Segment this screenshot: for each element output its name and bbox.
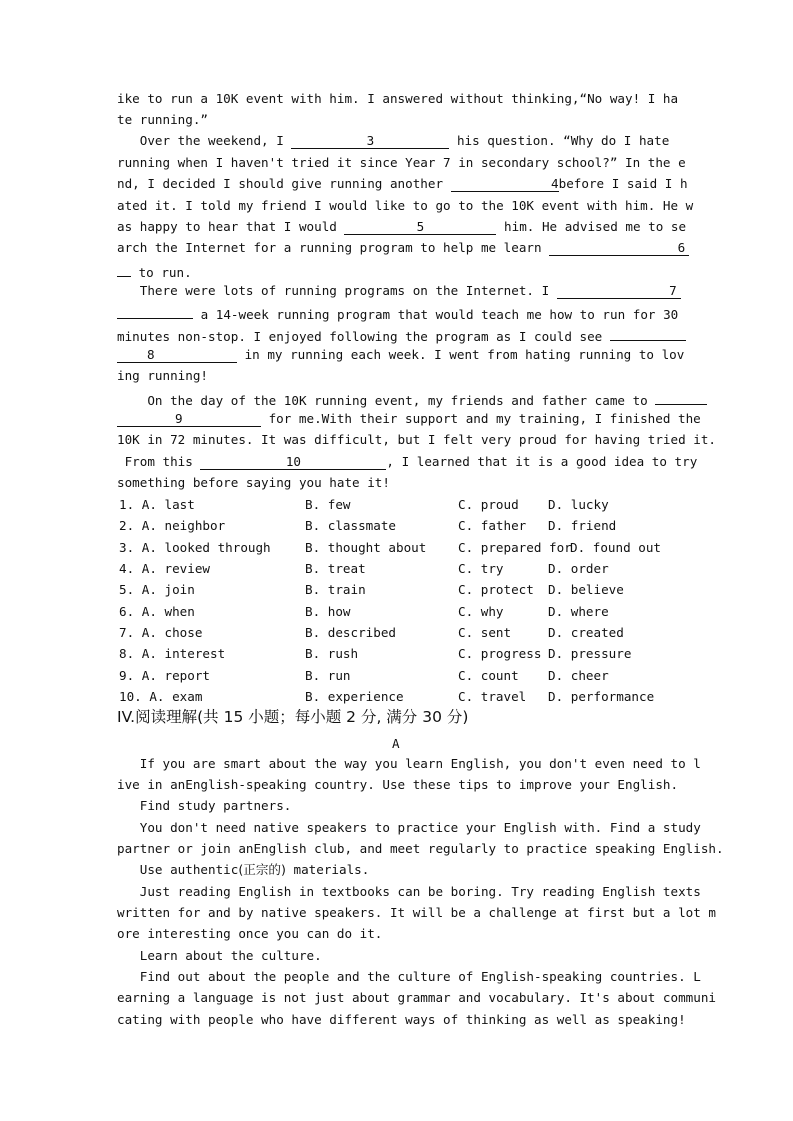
option-d[interactable]: D. believe — [548, 582, 624, 597]
passage-line — [117, 240, 686, 256]
text-run: in my running each week. I went from hating running to lov — [237, 347, 685, 362]
option-b[interactable]: B. experience — [305, 689, 404, 704]
reading-line: Just reading English in textbooks can be boring. Try reading English texts — [117, 884, 701, 899]
text-run: a 14-week running program that would teach me how to run for 30 — [193, 307, 679, 322]
blank-9-start — [655, 390, 707, 405]
option-c[interactable]: C. try — [458, 561, 504, 576]
option-c[interactable]: C. father — [458, 518, 527, 533]
option-b[interactable]: B. treat — [305, 561, 366, 576]
option-c[interactable]: C. prepared for — [458, 540, 572, 555]
option-a[interactable]: 4. A. review — [119, 561, 210, 576]
option-b[interactable]: B. classmate — [305, 518, 396, 533]
option-d[interactable]: D. friend — [548, 518, 617, 533]
blank-9[interactable] — [117, 412, 261, 427]
blank-6[interactable]: 6 — [549, 241, 689, 256]
reading-line: You don't need native speakers to practice your English with. Find a study — [117, 820, 701, 835]
text-run: him. He advised me to se — [496, 219, 687, 234]
option-b[interactable]: B. described — [305, 625, 396, 640]
passage-line: ing running! — [117, 368, 208, 383]
passage-line: 10K in 72 minutes. It was difficult, but I felt very proud for having tried it. — [117, 432, 716, 447]
text-run: On the day of the 10K running event, my friends and father came to — [117, 393, 656, 408]
option-c[interactable]: C. count — [458, 668, 519, 683]
text-run: From this — [117, 454, 201, 469]
option-b[interactable]: B. how — [305, 604, 351, 619]
text-run: nd, I decided I should give running another — [117, 176, 451, 191]
blank-number: 9 — [175, 411, 183, 426]
passage-line: running when I haven't tried it since Year 7 in secondary school?” In the e — [117, 155, 686, 170]
reading-line: written for and by native speakers. It will be a challenge at first but a lot m — [117, 905, 716, 920]
blank-8[interactable] — [117, 348, 237, 363]
text-run: Use authentic — [117, 862, 239, 877]
option-d[interactable]: D. created — [548, 625, 624, 640]
passage-line — [117, 262, 677, 281]
passage-line: something before saying you hate it! — [117, 475, 390, 490]
option-d[interactable]: D. lucky — [548, 497, 609, 512]
option-c[interactable]: C. why — [458, 604, 504, 619]
passage-line — [117, 304, 677, 323]
option-d[interactable]: D. where — [548, 604, 609, 619]
option-a[interactable]: 8. A. interest — [119, 646, 226, 661]
text-run: There were lots of running programs on the Internet. I — [117, 283, 557, 298]
passage-line — [117, 326, 677, 345]
option-b[interactable]: B. train — [305, 582, 366, 597]
blank-5[interactable]: 5 — [344, 220, 496, 235]
option-d[interactable]: D. cheer — [548, 668, 609, 683]
passage-line — [117, 390, 677, 409]
option-c[interactable]: C. sent — [458, 625, 512, 640]
option-b[interactable]: B. thought about — [305, 540, 427, 555]
part-label: A — [392, 736, 400, 751]
reading-line: partner or join anEnglish club, and meet regularly to practice speaking English. — [117, 841, 724, 856]
text-run: to run. — [131, 265, 192, 280]
option-a[interactable]: 1. A. last — [119, 497, 195, 512]
option-a[interactable]: 7. A. chose — [119, 625, 203, 640]
text-run: as happy to hear that I would — [117, 219, 345, 234]
reading-line: ive in anEnglish-speaking country. Use these tips to improve your English. — [117, 777, 679, 792]
option-c[interactable]: C. protect — [458, 582, 534, 597]
text-run: for me.With their support and my training, I finished the — [261, 411, 701, 426]
passage-line: ike to run a 10K event with him. I answered without thinking,“No way! I ha — [117, 91, 679, 106]
option-c[interactable]: C. proud — [458, 497, 519, 512]
option-c[interactable]: C. progress — [458, 646, 542, 661]
blank-8-start — [610, 326, 686, 341]
reading-line: Find out about the people and the culture of English-speaking countries. L — [117, 969, 701, 984]
text-run: , I learned that it is a good idea to try — [386, 454, 698, 469]
text-run: materials. — [285, 862, 370, 877]
gloss: (正宗的) — [238, 862, 286, 877]
blank-10[interactable]: 10 — [200, 455, 386, 470]
option-a[interactable]: 2. A. neighbor — [119, 518, 226, 533]
reading-heading — [117, 862, 677, 878]
reading-heading: Find study partners. — [117, 798, 292, 813]
option-d[interactable]: D. found out — [570, 540, 661, 555]
option-d[interactable]: D. performance — [548, 689, 655, 704]
reading-line: ore interesting once you can do it. — [117, 926, 383, 941]
option-d[interactable]: D. order — [548, 561, 609, 576]
passage-line — [117, 133, 677, 149]
option-b[interactable]: B. few — [305, 497, 351, 512]
option-a[interactable]: 5. A. join — [119, 582, 195, 597]
reading-line: earning a language is not just about grammar and vocabulary. It's about communi — [117, 990, 716, 1005]
option-a[interactable]: 10. A. exam — [119, 689, 203, 704]
blank-4[interactable]: 4 — [451, 177, 559, 192]
option-a[interactable]: 9. A. report — [119, 668, 210, 683]
blank-number: 8 — [147, 347, 155, 362]
passage-line — [117, 411, 701, 427]
blank-3[interactable]: 3 — [291, 134, 449, 149]
passage-line — [117, 176, 688, 192]
passage-line — [117, 454, 698, 470]
option-a[interactable]: 6. A. when — [119, 604, 195, 619]
passage-line — [117, 283, 677, 299]
blank-6-continued — [117, 262, 131, 277]
passage-line: te running.” — [117, 112, 208, 127]
option-b[interactable]: B. rush — [305, 646, 359, 661]
reading-heading: Learn about the culture. — [117, 948, 322, 963]
option-a[interactable]: 3. A. looked through — [119, 540, 271, 555]
text-run: minutes non-stop. I enjoyed following the program as I could see — [117, 329, 610, 344]
section-title: IV.阅读理解(共 15 小题；每小题 2 分, 满分 30 分) — [117, 708, 469, 726]
passage-line — [117, 347, 685, 363]
text-run: Over the weekend, I — [117, 133, 292, 148]
blank-7-continued — [117, 304, 193, 319]
reading-line: If you are smart about the way you learn English, you don't even need to l — [117, 756, 701, 771]
blank-7[interactable]: 7 — [557, 284, 681, 299]
option-c[interactable]: C. travel — [458, 689, 527, 704]
option-d[interactable]: D. pressure — [548, 646, 632, 661]
text-run: before I said I h — [558, 176, 688, 191]
passage-line: ated it. I told my friend I would like to go to the 10K event with him. He w — [117, 198, 694, 213]
text-run: arch the Internet for a running program to help me learn — [117, 240, 550, 255]
passage-line — [117, 219, 687, 235]
text-run: his question. “Why do I hate — [449, 133, 670, 148]
reading-line: cating with people who have different ways of thinking as well as speaking! — [117, 1012, 686, 1027]
option-b[interactable]: B. run — [305, 668, 351, 683]
